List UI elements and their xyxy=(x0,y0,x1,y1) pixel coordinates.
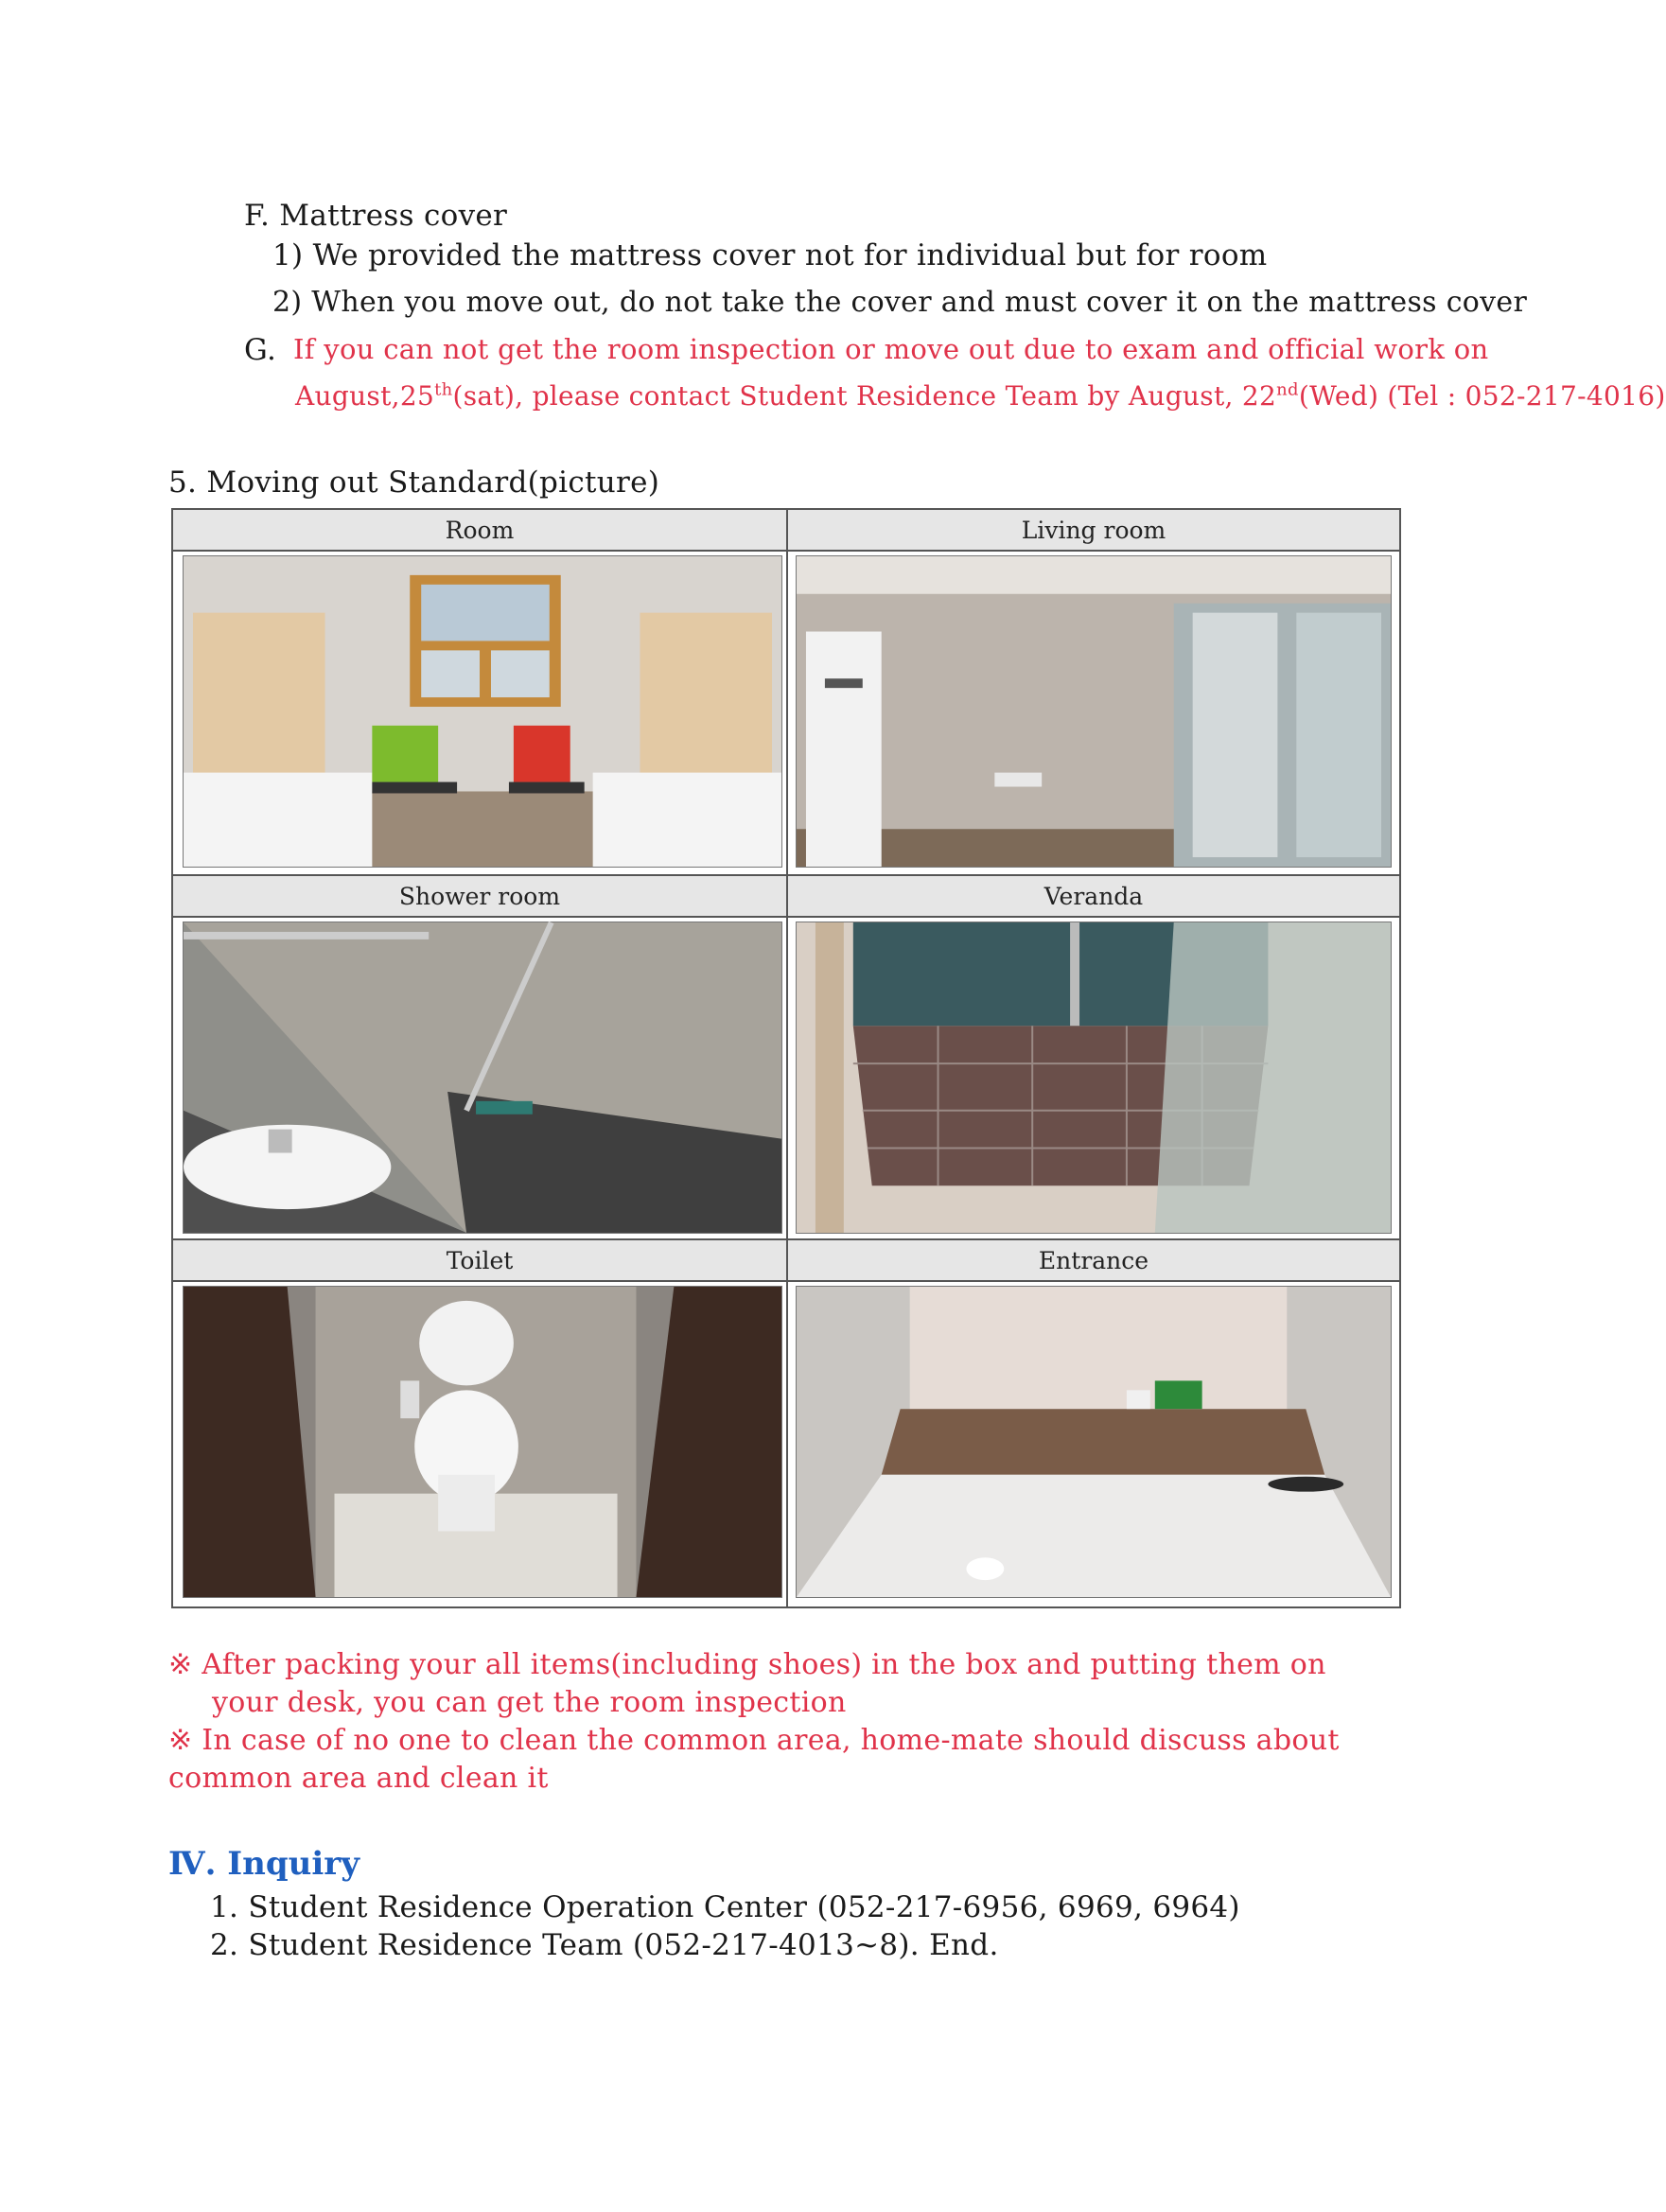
section-g-line-2: August,25th(sat), please contact Student Residence Team by August, 22nd(Wed) (Tel : 052-217-4016) xyxy=(295,379,1666,412)
veranda-photo xyxy=(796,922,1392,1234)
note-1-line-2: your desk, you can get the room inspection xyxy=(212,1686,847,1719)
section-f-item-1: 1) We provided the mattress cover not for individual but for room xyxy=(272,238,1268,272)
section-f-item-2: 2) When you move out, do not take the cover and must cover it on the mattress cover xyxy=(272,286,1528,319)
living-room-photo xyxy=(796,555,1392,868)
inquiry-title: Ⅳ. Inquiry xyxy=(168,1845,360,1883)
section-g-line-1: If you can not get the room inspection or move out due to exam and official work on xyxy=(293,333,1489,365)
table-divider-vertical xyxy=(786,510,788,1606)
cell-label-living-room: Living room xyxy=(788,510,1399,552)
section-f-heading: F. Mattress cover xyxy=(244,199,508,233)
cell-label-room: Room xyxy=(173,510,786,552)
inquiry-item-2: 2. Student Residence Team (052-217-4013~8). End. xyxy=(210,1928,999,1962)
room-photo xyxy=(183,555,782,868)
cell-label-toilet: Toilet xyxy=(173,1240,786,1282)
note-2-line-2: common area and clean it xyxy=(168,1762,549,1795)
toilet-photo xyxy=(183,1286,782,1598)
note-1-line-1: ※ After packing your all items(including shoes) in the box and putting them on xyxy=(168,1648,1326,1681)
note-2-line-1: ※ In case of no one to clean the common area, home-mate should discuss about xyxy=(168,1724,1340,1757)
cell-label-shower-room: Shower room xyxy=(173,876,786,918)
cell-label-entrance: Entrance xyxy=(788,1240,1399,1282)
inquiry-item-1: 1. Student Residence Operation Center (052-217-6956, 6969, 6964) xyxy=(210,1890,1240,1924)
section-g-prefix: G. xyxy=(244,333,277,367)
photo-table xyxy=(171,508,1401,1608)
shower-room-photo xyxy=(183,922,782,1234)
cell-label-veranda: Veranda xyxy=(788,876,1399,918)
entrance-photo xyxy=(796,1286,1392,1598)
section-5-title: 5. Moving out Standard(picture) xyxy=(168,465,660,500)
